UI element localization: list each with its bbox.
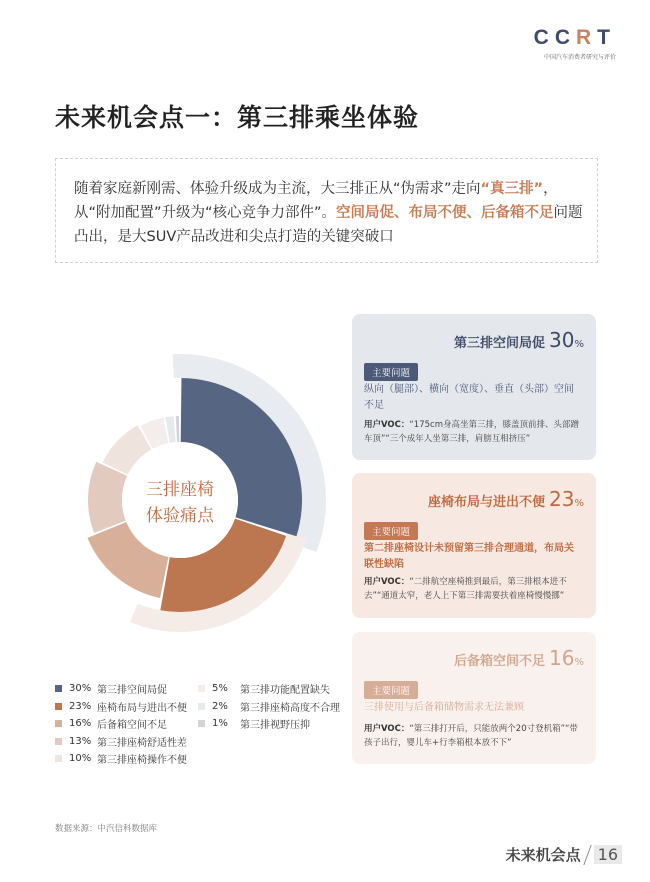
legend-swatch xyxy=(55,685,62,692)
problem-tag: 主要问题 xyxy=(364,363,418,381)
donut-hole xyxy=(122,442,238,558)
card-percent-unit: % xyxy=(574,657,584,668)
card-problem: 纵向（腿部）、横向（宽度）、垂直（头部）空间不足 xyxy=(364,384,574,411)
legend-swatch xyxy=(55,755,62,762)
card-percent-value: 23 xyxy=(549,487,575,511)
card-header xyxy=(454,328,584,352)
card-seat-layout xyxy=(352,473,596,618)
legend-percent: 1% xyxy=(212,718,228,730)
logo-mark: CCRT xyxy=(533,26,616,49)
legend-percent: 13% xyxy=(69,735,92,747)
card-problem: 第二排座椅设计未预留第三排合理通道，布局关联性缺陷 xyxy=(364,543,574,570)
card-name: 后备箱空间不足 xyxy=(454,654,546,669)
legend-item xyxy=(198,715,340,733)
legend-label: 第三排座椅操作不便 xyxy=(97,755,187,767)
card-trunk-space xyxy=(352,632,596,764)
voc-label: 用户VOC： xyxy=(364,577,410,587)
legend-percent: 16% xyxy=(69,718,92,730)
legend-label: 第三排视野压抑 xyxy=(240,720,310,732)
intro-box xyxy=(55,158,598,263)
intro-highlight-1: “真三排” xyxy=(480,181,544,197)
footer-divider xyxy=(583,845,591,865)
legend-percent: 30% xyxy=(69,683,92,695)
voc-text: “二排航空座椅推到最后，第三排根本进不去”“通道太窄，老人上下第三排需要扶着座椅慢慢挪” xyxy=(364,577,567,601)
legend-item xyxy=(198,680,340,698)
legend-column-right xyxy=(198,680,340,733)
card-problem: 三排使用与后备箱储物需求无法兼顾 xyxy=(364,702,524,713)
legend-percent: 10% xyxy=(69,753,92,765)
card-voc xyxy=(364,575,582,603)
card-percent xyxy=(549,487,584,511)
legend-label: 座椅布局与进出不便 xyxy=(97,702,187,714)
legend-item xyxy=(55,733,187,751)
legend-swatch xyxy=(55,738,62,745)
legend-swatch xyxy=(198,685,205,692)
donut-slice xyxy=(88,462,127,533)
voc-label: 用户VOC： xyxy=(364,724,410,734)
legend-swatch xyxy=(198,703,205,710)
card-percent-value: 16 xyxy=(549,646,575,670)
legend-label: 第三排功能配置缺失 xyxy=(240,685,330,697)
center-label-line1: 三排座椅 xyxy=(146,480,214,500)
legend-percent: 23% xyxy=(69,700,92,712)
page-footer xyxy=(506,844,622,865)
card-percent-value: 30 xyxy=(549,328,575,352)
legend-column-left xyxy=(55,680,187,768)
card-voc xyxy=(364,722,582,750)
legend-item xyxy=(198,698,340,716)
pain-point-donut-chart xyxy=(30,350,330,650)
intro-text-3: 问题凸出，是大SUV产品改进和尖点打造的关键突破口 xyxy=(74,205,583,245)
card-name: 第三排空间局促 xyxy=(454,336,546,351)
card-name: 座椅布局与进出不便 xyxy=(428,495,546,510)
legend-label: 后备箱空间不足 xyxy=(97,720,167,732)
voc-text: “175cm身高坐第三排，膝盖顶前排、头部蹭车顶”“三个成年人坐第三排，肩膀互相挤压” xyxy=(364,420,579,444)
card-percent-unit: % xyxy=(574,339,584,350)
legend-swatch xyxy=(55,720,62,727)
legend-item xyxy=(55,698,187,716)
card-header xyxy=(428,487,584,511)
legend-item xyxy=(55,750,187,768)
ccrt-logo xyxy=(506,26,616,61)
page-number: 16 xyxy=(594,845,622,864)
legend-swatch xyxy=(55,703,62,710)
intro-text-1: 随着家庭新刚需、体验升级成为主流，大三排正从“伪需求”走向 xyxy=(74,181,481,197)
data-source: 数据来源：中汽信科数据库 xyxy=(55,824,158,834)
intro-text-2: ，从“附加配置”升级为“核心竞争力部件”。 xyxy=(74,181,558,221)
donut-slice xyxy=(176,416,180,442)
legend-item xyxy=(55,715,187,733)
legend-swatch xyxy=(198,720,205,727)
card-header xyxy=(454,646,584,670)
legend-label: 第三排空间局促 xyxy=(97,685,167,697)
legend-label: 第三排座椅高度不合理 xyxy=(240,702,340,714)
problem-tag: 主要问题 xyxy=(364,681,418,699)
legend-percent: 5% xyxy=(212,683,228,695)
intro-highlight-2: 空间局促、布局不便、后备箱不足 xyxy=(336,205,554,221)
card-space-cramped xyxy=(352,314,596,460)
page-title: 未来机会点一：第三排乘坐体验 xyxy=(55,103,420,132)
card-voc xyxy=(364,418,582,446)
legend-percent: 2% xyxy=(212,700,228,712)
legend-item xyxy=(55,680,187,698)
problem-tag: 主要问题 xyxy=(364,522,418,540)
card-percent xyxy=(549,646,584,670)
logo-subtitle: 中国汽车消费者研究与评价 xyxy=(543,54,616,61)
card-percent-unit: % xyxy=(574,498,584,509)
legend-label: 第三排座椅舒适性差 xyxy=(97,737,187,749)
card-percent xyxy=(549,328,584,352)
center-label-line2: 体验痛点 xyxy=(146,506,214,526)
voc-text: “第三排打开后，只能放两个20寸登机箱”“带孩子出行，婴儿车+行李箱根本放不下” xyxy=(364,724,578,748)
voc-label: 用户VOC： xyxy=(364,420,410,430)
footer-section-label: 未来机会点 xyxy=(505,846,581,864)
